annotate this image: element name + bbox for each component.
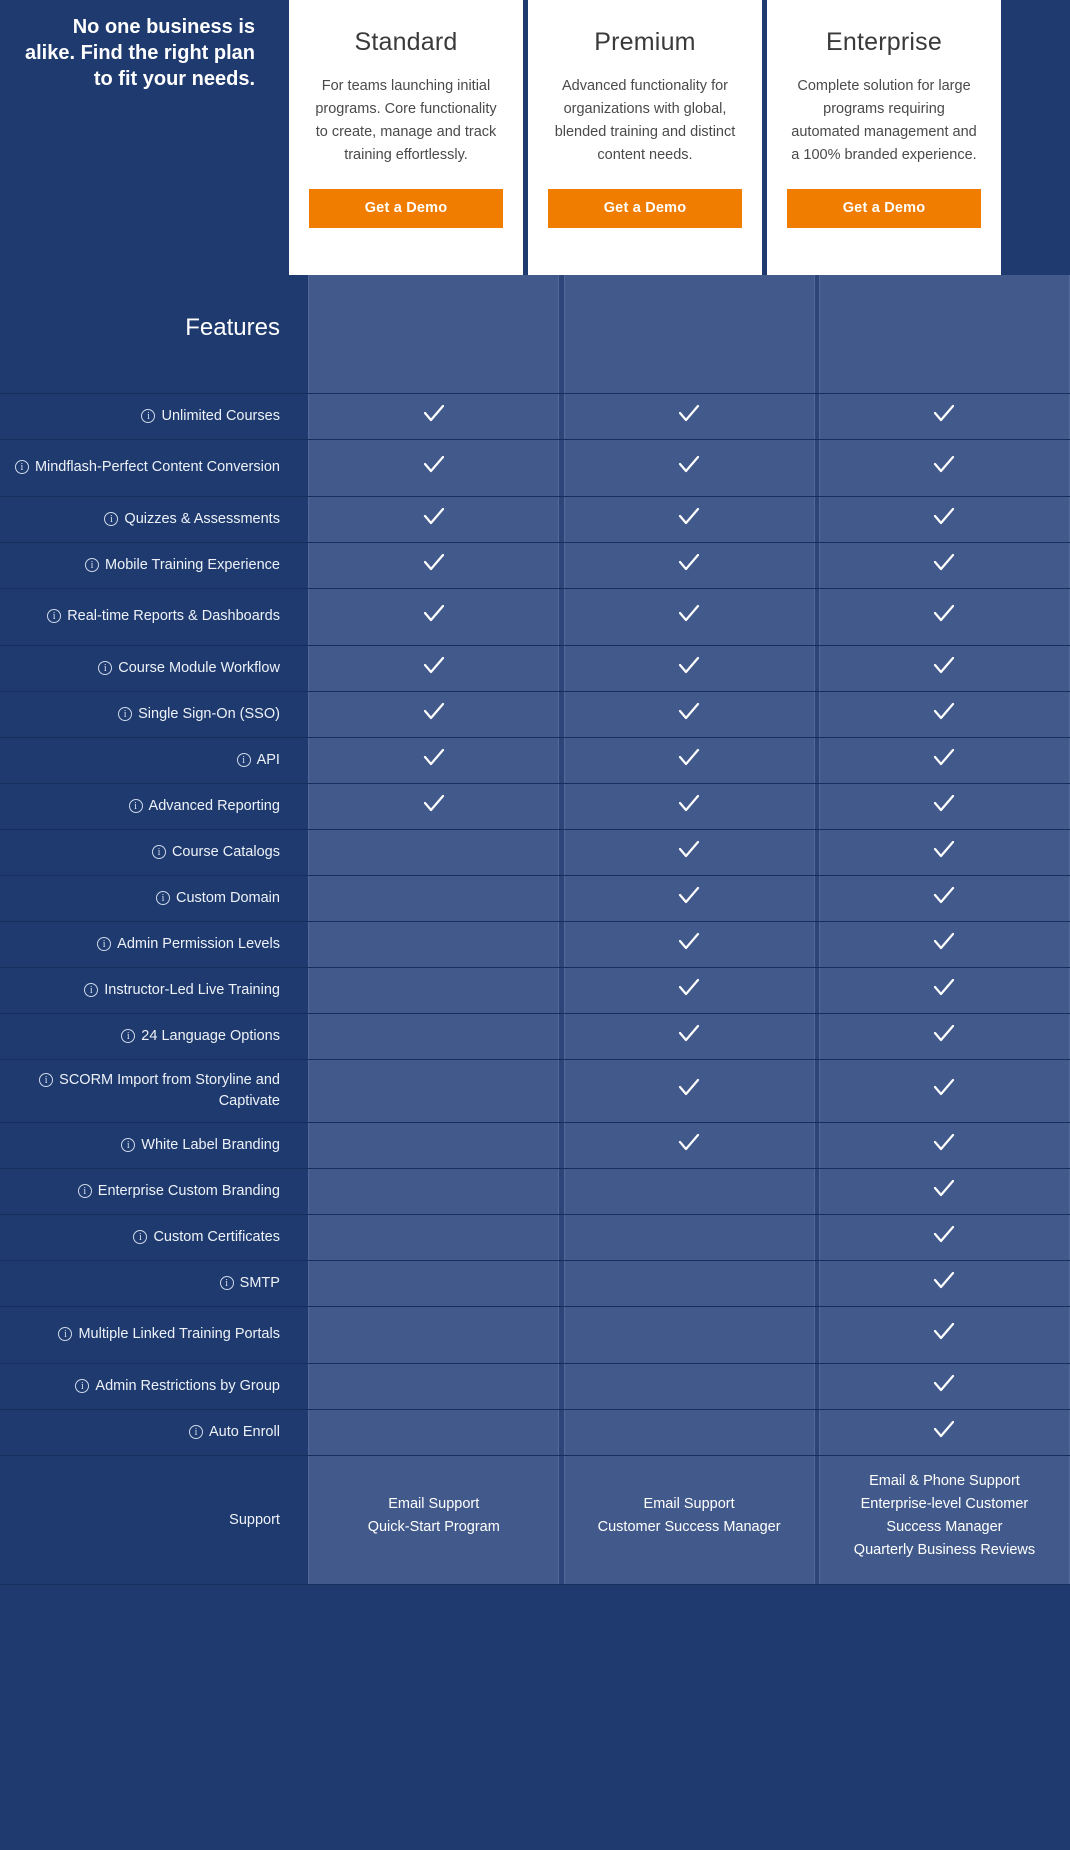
heading-gap (296, 275, 309, 393)
table-row (0, 542, 1070, 588)
feature-value-enterprise (819, 1122, 1069, 1168)
support-row (0, 1455, 1070, 1584)
feature-label-cell (0, 967, 296, 1013)
table-row (0, 1363, 1070, 1409)
feature-value-enterprise (819, 1363, 1069, 1409)
check-icon (676, 401, 702, 427)
feature-label: Real-time Reports & Dashboards (67, 608, 280, 624)
features-heading: Features (0, 275, 296, 393)
heading-cell-enterprise (819, 275, 1069, 393)
check-icon (676, 929, 702, 955)
get-a-demo-button-enterprise[interactable]: Get a Demo (787, 189, 981, 228)
feature-value-enterprise (819, 439, 1069, 496)
feature-value-standard (309, 496, 559, 542)
feature-value-premium (564, 1013, 814, 1059)
feature-label: Quizzes & Assessments (124, 510, 280, 527)
plans-header (0, 0, 1070, 275)
feature-value-enterprise (819, 967, 1069, 1013)
plan-description-standard: For teams launching initial programs. Core functionality to create, manage and track training effortlessly. (315, 78, 497, 163)
plan-name-premium: Premium (594, 28, 696, 56)
feature-label: White Label Branding (141, 1136, 280, 1153)
feature-value-premium (564, 645, 814, 691)
feature-value-enterprise (819, 1059, 1069, 1122)
feature-value-premium (564, 542, 814, 588)
feature-value-premium (564, 1168, 814, 1214)
feature-label-cell (0, 783, 296, 829)
feature-label: Advanced Reporting (148, 797, 280, 814)
plan-description-enterprise: Complete solution for large programs requiring automated management and a 100% branded experience. (791, 78, 977, 163)
check-icon (931, 1417, 957, 1443)
info-icon[interactable]: i (39, 1073, 53, 1087)
check-icon (931, 550, 957, 576)
check-icon (931, 401, 957, 427)
support-line: Email Support (388, 1495, 480, 1512)
feature-value-premium (564, 737, 814, 783)
row-gap (296, 1306, 309, 1363)
check-icon (676, 653, 702, 679)
check-icon (676, 1021, 702, 1047)
check-icon (421, 504, 447, 530)
info-icon[interactable]: i (47, 609, 61, 623)
feature-value-standard (309, 1168, 559, 1214)
check-icon (421, 791, 447, 817)
feature-label: Instructor-Led Live Training (104, 981, 280, 998)
feature-value-premium (564, 439, 814, 496)
support-line: Email & Phone Support (869, 1472, 1020, 1489)
row-gap (296, 691, 309, 737)
info-icon[interactable]: i (97, 937, 111, 951)
check-icon (931, 1021, 957, 1047)
support-line: Quick-Start Program (367, 1518, 500, 1535)
feature-label-cell (0, 496, 296, 542)
heading-cell-standard (309, 275, 559, 393)
feature-value-enterprise (819, 1168, 1069, 1214)
feature-label-cell (0, 737, 296, 783)
info-icon[interactable]: i (104, 512, 118, 526)
row-gap (296, 1214, 309, 1260)
info-icon[interactable]: i (78, 1184, 92, 1198)
feature-value-enterprise (819, 1013, 1069, 1059)
feature-value-standard (309, 691, 559, 737)
feature-label-cell (0, 691, 296, 737)
feature-value-premium (564, 1409, 814, 1455)
check-icon (931, 699, 957, 725)
check-icon (931, 1222, 957, 1248)
feature-label-cell (0, 1059, 296, 1122)
feature-label: Mindflash-Perfect Content Conversion (34, 459, 280, 475)
feature-value-standard (309, 1122, 559, 1168)
feature-label-cell (0, 1306, 296, 1363)
feature-value-premium (564, 1214, 814, 1260)
feature-label: Mobile Training Experience (105, 556, 280, 573)
check-icon (676, 791, 702, 817)
info-icon[interactable]: i (189, 1425, 203, 1439)
info-icon[interactable]: i (84, 983, 98, 997)
check-icon (931, 1319, 957, 1345)
feature-label: 24 Language Options (141, 1027, 280, 1044)
info-icon[interactable]: i (98, 661, 112, 675)
table-row (0, 829, 1070, 875)
check-icon (676, 1130, 702, 1156)
check-icon (421, 550, 447, 576)
feature-label-cell (0, 439, 296, 496)
feature-value-premium (564, 875, 814, 921)
feature-value-standard (309, 645, 559, 691)
support-value-standard (309, 1455, 559, 1584)
feature-comparison-table (0, 275, 1070, 1585)
feature-label-cell (0, 921, 296, 967)
check-icon (676, 452, 702, 478)
feature-value-enterprise (819, 875, 1069, 921)
feature-label: Admin Restrictions by Group (95, 1377, 280, 1394)
table-row (0, 737, 1070, 783)
feature-value-standard (309, 967, 559, 1013)
feature-value-premium (564, 1260, 814, 1306)
feature-label: Course Catalogs (171, 843, 280, 860)
feature-label: Unlimited Courses (161, 407, 280, 424)
feature-label-cell (0, 1168, 296, 1214)
feature-value-premium (564, 691, 814, 737)
feature-value-premium (564, 393, 814, 439)
feature-label-cell (0, 1409, 296, 1455)
check-icon (931, 837, 957, 863)
check-icon (931, 929, 957, 955)
check-icon (931, 975, 957, 1001)
check-icon (676, 550, 702, 576)
plan-name-standard: Standard (354, 28, 458, 56)
feature-label: API (256, 751, 280, 768)
table-row (0, 1306, 1070, 1363)
feature-value-premium (564, 1122, 814, 1168)
info-icon[interactable]: i (85, 558, 99, 572)
check-icon (676, 975, 702, 1001)
info-icon[interactable]: i (220, 1276, 234, 1290)
table-row (0, 496, 1070, 542)
support-value-enterprise (819, 1455, 1069, 1584)
feature-label-cell (0, 1013, 296, 1059)
info-icon[interactable]: i (237, 753, 251, 767)
feature-value-enterprise (819, 691, 1069, 737)
check-icon (931, 791, 957, 817)
check-icon (676, 1075, 702, 1101)
feature-value-enterprise (819, 783, 1069, 829)
info-icon[interactable]: i (118, 707, 132, 721)
check-icon (421, 699, 447, 725)
check-icon (676, 504, 702, 530)
check-icon (676, 699, 702, 725)
features-heading-row (0, 275, 1070, 393)
feature-label-cell (0, 393, 296, 439)
check-icon (421, 452, 447, 478)
row-gap (296, 875, 309, 921)
feature-label: Enterprise Custom Branding (97, 1182, 280, 1199)
feature-value-premium (564, 588, 814, 645)
row-gap (296, 1122, 309, 1168)
info-icon[interactable]: i (152, 845, 166, 859)
feature-label-cell (0, 829, 296, 875)
info-icon[interactable]: i (156, 891, 170, 905)
feature-label-cell (0, 1363, 296, 1409)
feature-value-premium (564, 1059, 814, 1122)
table-row (0, 1013, 1070, 1059)
row-gap (296, 1409, 309, 1455)
support-value-premium (564, 1455, 814, 1584)
table-row (0, 1409, 1070, 1455)
feature-value-enterprise (819, 1260, 1069, 1306)
feature-value-standard (309, 588, 559, 645)
feature-value-enterprise (819, 737, 1069, 783)
table-row (0, 1168, 1070, 1214)
table-row (0, 1122, 1070, 1168)
feature-label-cell (0, 1122, 296, 1168)
feature-label: Course Module Workflow (118, 659, 280, 676)
feature-value-standard (309, 1409, 559, 1455)
check-icon (931, 1371, 957, 1397)
table-row (0, 588, 1070, 645)
feature-value-standard (309, 542, 559, 588)
table-row (0, 1214, 1070, 1260)
check-icon (676, 837, 702, 863)
check-icon (931, 1176, 957, 1202)
support-line: Email Support (643, 1495, 735, 1512)
feature-value-premium (564, 967, 814, 1013)
feature-label-cell (0, 645, 296, 691)
plan-card-enterprise (767, 0, 1001, 275)
info-icon[interactable]: i (133, 1230, 147, 1244)
feature-label: Admin Permission Levels (117, 935, 280, 952)
row-gap (296, 1013, 309, 1059)
feature-value-standard (309, 1363, 559, 1409)
feature-value-premium (564, 829, 814, 875)
row-gap (296, 496, 309, 542)
table-row (0, 439, 1070, 496)
info-icon[interactable]: i (121, 1029, 135, 1043)
support-gap (296, 1455, 309, 1584)
feature-value-standard (309, 1214, 559, 1260)
info-icon[interactable]: i (15, 460, 29, 474)
row-gap (296, 1260, 309, 1306)
check-icon (931, 601, 957, 627)
check-icon (421, 401, 447, 427)
check-icon (931, 452, 957, 478)
support-line: Quarterly Business Reviews (853, 1541, 1036, 1558)
feature-value-standard (309, 1260, 559, 1306)
feature-label: Custom Domain (176, 889, 280, 906)
check-icon (931, 653, 957, 679)
check-icon (931, 1075, 957, 1101)
feature-value-premium (564, 1363, 814, 1409)
header-gap (277, 0, 289, 275)
feature-value-standard (309, 921, 559, 967)
check-icon (931, 1268, 957, 1294)
table-row (0, 875, 1070, 921)
get-a-demo-button-premium[interactable]: Get a Demo (548, 189, 742, 228)
row-gap (296, 921, 309, 967)
feature-value-enterprise (819, 542, 1069, 588)
row-gap (296, 1363, 309, 1409)
support-line: Enterprise-level Customer Success Manager (860, 1495, 1029, 1535)
table-row (0, 783, 1070, 829)
feature-value-enterprise (819, 588, 1069, 645)
feature-label-cell (0, 1214, 296, 1260)
info-icon[interactable]: i (58, 1327, 72, 1341)
table-row (0, 691, 1070, 737)
info-icon[interactable]: i (75, 1379, 89, 1393)
feature-value-standard (309, 783, 559, 829)
row-gap (296, 1059, 309, 1122)
row-gap (296, 393, 309, 439)
check-icon (931, 883, 957, 909)
feature-value-enterprise (819, 1214, 1069, 1260)
check-icon (676, 745, 702, 771)
feature-label: Custom Certificates (153, 1228, 280, 1245)
heading-cell-premium (564, 275, 814, 393)
feature-value-enterprise (819, 921, 1069, 967)
plan-description-premium: Advanced functionality for organizations with global, blended training and distinct content needs. (554, 78, 736, 163)
feature-value-standard (309, 829, 559, 875)
feature-value-enterprise (819, 496, 1069, 542)
feature-label-cell (0, 542, 296, 588)
check-icon (676, 601, 702, 627)
page-title: No one business is alike. Find the right plan to fit your needs. (24, 16, 255, 90)
feature-value-enterprise (819, 829, 1069, 875)
feature-value-standard (309, 393, 559, 439)
table-row (0, 1059, 1070, 1122)
feature-value-enterprise (819, 393, 1069, 439)
feature-value-standard (309, 1013, 559, 1059)
row-gap (296, 737, 309, 783)
feature-label: SCORM Import from Storyline and Captivate (59, 1071, 280, 1109)
feature-value-standard (309, 875, 559, 921)
feature-value-enterprise (819, 1306, 1069, 1363)
feature-value-premium (564, 783, 814, 829)
support-line: Customer Success Manager (597, 1518, 781, 1535)
info-icon[interactable]: i (121, 1138, 135, 1152)
check-icon (421, 601, 447, 627)
check-icon (931, 1130, 957, 1156)
table-row (0, 645, 1070, 691)
feature-label-cell (0, 875, 296, 921)
check-icon (676, 883, 702, 909)
feature-value-enterprise (819, 1409, 1069, 1455)
check-icon (421, 653, 447, 679)
row-gap (296, 967, 309, 1013)
row-gap (296, 829, 309, 875)
table-row (0, 967, 1070, 1013)
table-row (0, 921, 1070, 967)
feature-value-standard (309, 1306, 559, 1363)
plan-card-premium (528, 0, 762, 275)
feature-label: Multiple Linked Training Portals (78, 1326, 280, 1342)
check-icon (421, 745, 447, 771)
row-gap (296, 439, 309, 496)
feature-value-premium (564, 921, 814, 967)
feature-value-standard (309, 737, 559, 783)
check-icon (931, 504, 957, 530)
check-icon (931, 745, 957, 771)
feature-label-cell (0, 1260, 296, 1306)
feature-label: SMTP (239, 1274, 280, 1291)
row-gap (296, 645, 309, 691)
feature-value-enterprise (819, 645, 1069, 691)
get-a-demo-button-standard[interactable]: Get a Demo (309, 189, 503, 228)
feature-value-premium (564, 496, 814, 542)
row-gap (296, 542, 309, 588)
feature-label-cell (0, 588, 296, 645)
row-gap (296, 1168, 309, 1214)
info-icon[interactable]: i (129, 799, 143, 813)
info-icon[interactable]: i (141, 409, 155, 423)
row-gap (296, 783, 309, 829)
feature-label: Single Sign-On (SSO) (138, 705, 280, 722)
support-label: Support (0, 1455, 296, 1584)
plan-card-standard (289, 0, 523, 275)
feature-value-standard (309, 1059, 559, 1122)
row-gap (296, 588, 309, 645)
plan-name-enterprise: Enterprise (826, 28, 942, 56)
table-row (0, 1260, 1070, 1306)
feature-value-premium (564, 1306, 814, 1363)
table-row (0, 393, 1070, 439)
feature-value-standard (309, 439, 559, 496)
feature-label: Auto Enroll (209, 1423, 280, 1440)
